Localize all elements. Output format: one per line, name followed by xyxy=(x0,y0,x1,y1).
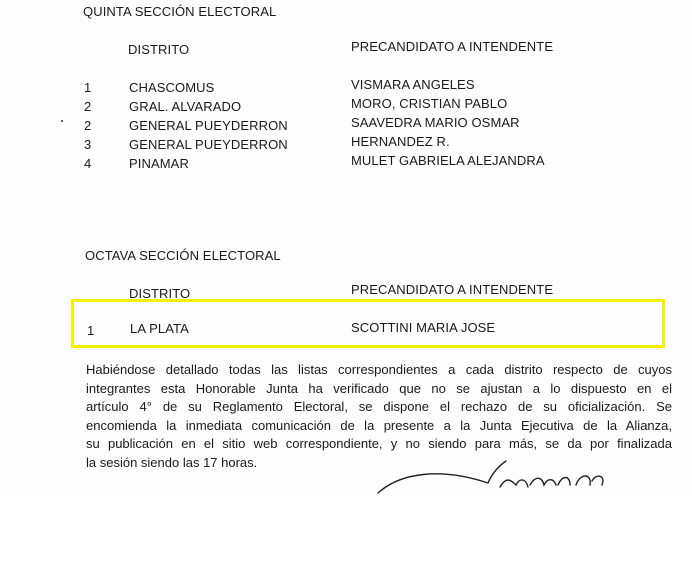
paragraph-line: artículo 4° de su Reglamento Electoral, se dispone el rechazo de su oficialización. Se xyxy=(86,399,672,415)
column-header-distrito: DISTRITO xyxy=(128,42,190,57)
signature xyxy=(370,455,610,495)
row-candidato: HERNANDEZ R. xyxy=(351,134,450,149)
row-number: 2 xyxy=(84,99,92,114)
row-distrito: GRAL. ALVARADO xyxy=(129,99,242,114)
row-distrito: LA PLATA xyxy=(130,321,189,336)
row-number: 3 xyxy=(84,137,92,152)
row-candidato: SAAVEDRA MARIO OSMAR xyxy=(351,115,520,130)
row-candidato: MORO, CRISTIAN PABLO xyxy=(351,96,508,111)
row-number: 1 xyxy=(84,80,92,95)
row-candidato: MULET GABRIELA ALEJANDRA xyxy=(351,153,545,168)
paragraph-line: encomienda la inmediata comunicación de la presente a la Junta Ejecutiva de la Alianza, xyxy=(86,417,672,433)
paragraph-line: la sesión siendo las 17 horas. xyxy=(86,454,258,470)
column-header-precandidato: PRECANDIDATO A INTENDENTE xyxy=(351,39,554,54)
section-title-quinta: QUINTA SECCIÓN ELECTORAL xyxy=(83,4,277,19)
row-number: 4 xyxy=(84,156,92,171)
row-number: 2 xyxy=(84,118,92,133)
section-title-octava: OCTAVA SECCIÓN ELECTORAL xyxy=(85,248,281,263)
paragraph-line: integrantes esta Honorable Junta ha verificado que no se ajustan a lo dispuesto en el xyxy=(86,380,672,396)
row-distrito: PINAMAR xyxy=(129,156,189,171)
row-number: 1 xyxy=(87,323,95,338)
row-distrito: GENERAL PUEYDERRON xyxy=(129,137,288,152)
column-header-distrito: DISTRITO xyxy=(129,286,191,301)
paragraph-line: Habiéndose detallado todas las listas correspondientes a cada distrito respecto de cuyos xyxy=(86,362,672,377)
paragraph-line: su publicación en el sitio web correspondiente, y no siendo para más, se da por finalizada xyxy=(86,436,672,452)
row-distrito: GENERAL PUEYDERRON xyxy=(129,118,288,133)
row-candidato: SCOTTINI MARIA JOSE xyxy=(351,320,496,335)
column-header-precandidato: PRECANDIDATO A INTENDENTE xyxy=(351,282,554,297)
scan-speck xyxy=(61,120,63,122)
row-candidato: VISMARA ANGELES xyxy=(351,77,475,92)
row-distrito: CHASCOMUS xyxy=(129,80,215,95)
